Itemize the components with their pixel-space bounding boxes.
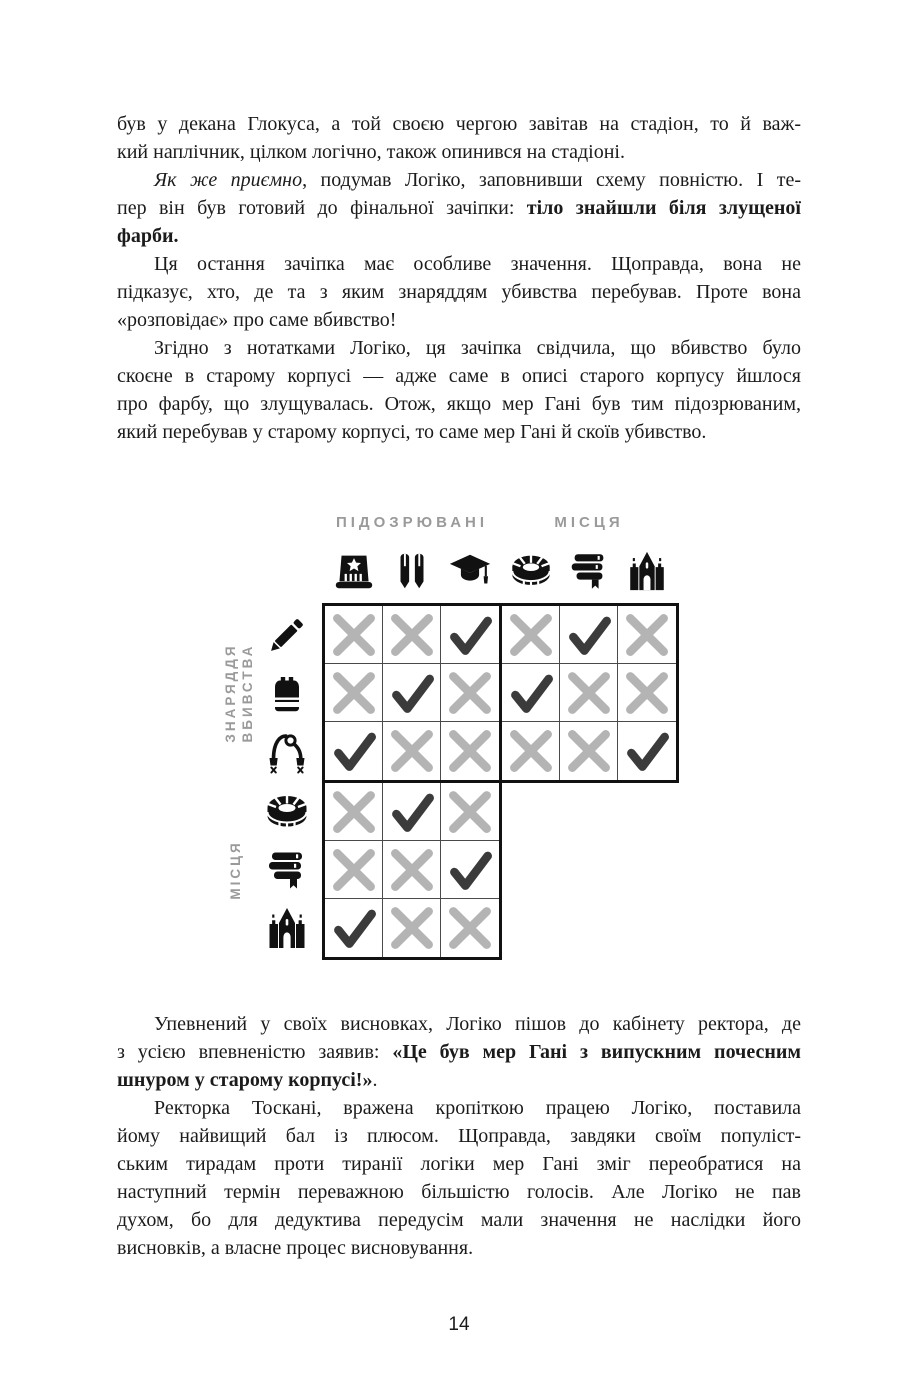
text-run: скоєне в старому корпусі — адже саме в описі старого корпусу йшлося bbox=[117, 365, 801, 387]
text-run: ським тирадам проти тиранії логіки мер Гані зміг переобратися на bbox=[117, 1153, 801, 1175]
text-run: «розповідає» про саме вбивство! bbox=[117, 309, 397, 331]
text-line bbox=[117, 1206, 801, 1234]
paragraph bbox=[117, 1010, 801, 1094]
text-run: . bbox=[372, 1069, 378, 1091]
text-line bbox=[117, 250, 801, 278]
text-line bbox=[117, 334, 801, 362]
text-line bbox=[117, 1234, 801, 1262]
grid-block-places-suspects bbox=[322, 780, 502, 960]
text-run: про фарбу, що злущувалась. Отож, якщо мер Гані був тим підозрюваним, bbox=[117, 393, 801, 415]
text-run: пер він був готовий до фінальної зачіпки: bbox=[117, 197, 527, 219]
backpack-icon bbox=[263, 669, 311, 717]
text-line bbox=[117, 1038, 801, 1066]
text-line bbox=[117, 222, 801, 250]
bold-text: фарби. bbox=[117, 225, 179, 247]
grid-block-weapons-suspects bbox=[322, 603, 502, 783]
graduation-stole-icon bbox=[389, 548, 435, 594]
paragraph bbox=[117, 250, 801, 334]
bold-text: шнуром у старому корпусі!» bbox=[117, 1069, 373, 1091]
text-run: з усією впевненістю заявив: bbox=[117, 1041, 393, 1063]
text-line bbox=[117, 1178, 801, 1206]
bold-text: тіло знайшли біля злущеної bbox=[526, 197, 801, 219]
italic-text: Як же приємно bbox=[154, 169, 303, 191]
text-column-top bbox=[117, 110, 801, 446]
text-run: кий наплічник, цілком логічно, також опинився на стадіоні. bbox=[117, 141, 625, 163]
text-run: йому найвищий бал із плюсом. Щоправда, завдяки своїм популіст- bbox=[117, 1125, 801, 1147]
old-building-icon bbox=[263, 904, 311, 952]
mayor-hat-icon bbox=[331, 548, 377, 594]
text-line bbox=[117, 166, 801, 194]
text-run: був у декана Глокуса, а той своєю чергою завітав на стадіон, то й важ- bbox=[117, 113, 801, 135]
text-run: висновків, а власне процес висновування. bbox=[117, 1237, 474, 1259]
text-run: Упевнений у своїх висновках, Логіко пішов до кабінету ректора, де bbox=[154, 1013, 801, 1035]
paragraph bbox=[117, 110, 801, 166]
pencil-icon bbox=[263, 611, 311, 659]
bold-text: «Це був мер Гані з випускним почесним bbox=[392, 1041, 802, 1063]
old-building-icon bbox=[624, 548, 670, 594]
text-line bbox=[117, 1150, 801, 1178]
text-line bbox=[117, 194, 801, 222]
books-icon bbox=[263, 846, 311, 894]
text-line bbox=[117, 362, 801, 390]
weapons-side-label: ЗНАРЯДДЯ ВБИВСТВА bbox=[223, 643, 255, 743]
places-group-label: МІСЦЯ bbox=[554, 514, 624, 531]
text-run: духом, бо для дедуктива передусім мали значення не наслідки його bbox=[117, 1209, 801, 1231]
text-run: Ця остання зачіпка має особливе значення. Щоправда, вона не bbox=[154, 253, 801, 275]
suspects-group-label: ПІДОЗРЮВАНІ bbox=[335, 514, 489, 531]
text-run: підказує, хто, де та з яким знаряддям убивства перебував. Проте вона bbox=[117, 281, 801, 303]
grid-block-weapons-places bbox=[499, 603, 679, 783]
places-side-label: МІСЦЯ bbox=[228, 840, 243, 900]
text-line bbox=[117, 278, 801, 306]
text-line bbox=[117, 1094, 801, 1122]
text-run: Ректорка Тоскані, вражена кропіткою працею Логіко, поставила bbox=[154, 1097, 801, 1119]
paragraph bbox=[117, 166, 801, 250]
text-line bbox=[117, 306, 801, 334]
paragraph bbox=[117, 334, 801, 446]
stadium-icon bbox=[508, 548, 554, 594]
text-run: наступний термін переважною більшістю голосів. Але Логіко не пав bbox=[117, 1181, 801, 1203]
text-line bbox=[117, 1066, 801, 1094]
text-run: Згідно з нотатками Логіко, ця зачіпка свідчила, що вбивство було bbox=[154, 337, 801, 359]
graduation-cap-icon bbox=[447, 548, 493, 594]
text-line bbox=[117, 110, 801, 138]
text-run: який перебував у старому корпусі, то саме мер Гані й скоїв убивство. bbox=[117, 421, 707, 443]
books-icon bbox=[566, 548, 612, 594]
text-line bbox=[117, 418, 801, 446]
text-line bbox=[117, 138, 801, 166]
paragraph bbox=[117, 1094, 801, 1262]
text-line bbox=[117, 1010, 801, 1038]
text-run: , подумав Логіко, заповнивши схему повністю. І те- bbox=[302, 169, 801, 191]
text-column-bottom bbox=[117, 1010, 801, 1262]
text-line bbox=[117, 390, 801, 418]
honor-cord-icon bbox=[263, 727, 311, 775]
text-line bbox=[117, 1122, 801, 1150]
stadium-icon bbox=[263, 788, 311, 836]
page-number: 14 bbox=[448, 1314, 470, 1335]
